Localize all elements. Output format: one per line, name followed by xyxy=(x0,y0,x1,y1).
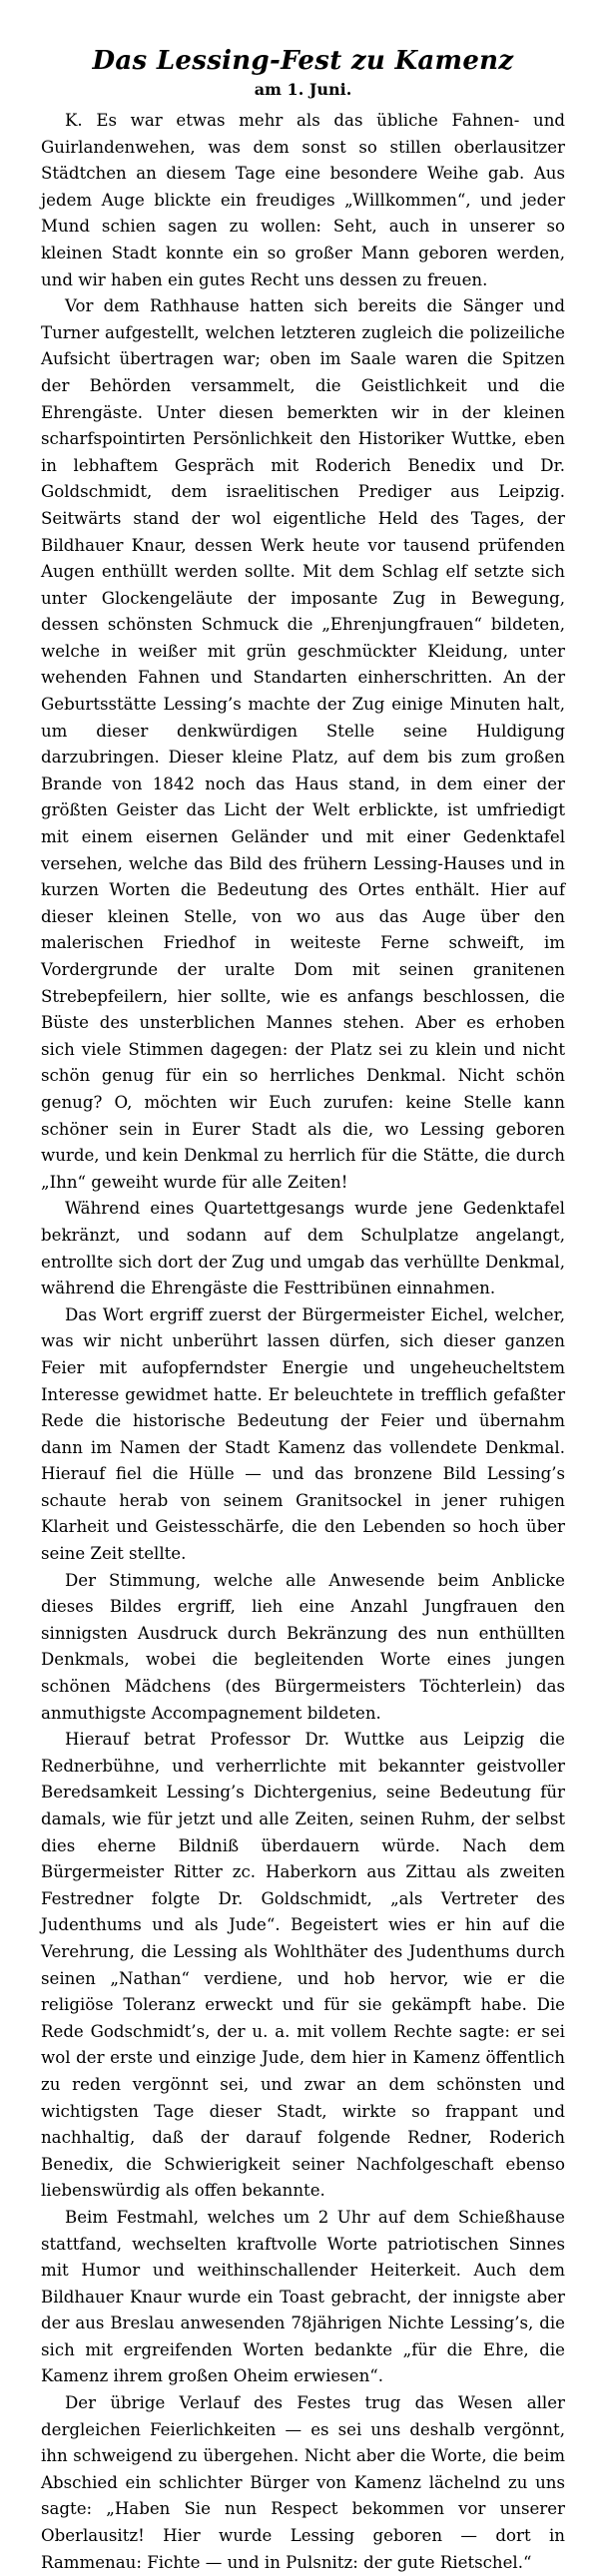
paragraph-quartet: Während eines Quartettgesangs wurde jene Gedenktafel bekränzt, und sodann auf dem Schulplatze angelangt, entrollte sich dort der Zug und umgab das verhüllte Denkmal, während die Ehrengäste die Festtribünen einnahmen. xyxy=(41,1199,565,1298)
article-date: am 1. Juni. xyxy=(254,80,352,99)
paragraph-maidens: Der Stimmung, welche alle Anwesende beim Anblicke dieses Bildes ergriff, lieh eine Anzahl Jungfrauen den sinnigsten Ausdruck durch Bekränzung des nun enthüllten Denkmals, wobei die begleitenden Worte eines jungen schönen Mädchens (des Bürgermeisters Töchterlein) das anmuthigste Accompagnement bildeten. xyxy=(41,1570,565,1723)
paragraph-banquet: Beim Festmahl, welches um 2 Uhr auf dem Schießhause stattfand, wechselten kraftvolle Worte patriotischen Sinnes mit Humor und weithinschallender Heiterkeit. Auch dem Bildhauer Knaur wurde ein Toast gebracht, der innigste aber der aus Breslau anwesenden 78jährigen Nichte Lessing’s, die sich mit ergreifenden Worten bedankte „für die Ehre, die Kamenz ihrem großen Oheim erwiesen“. xyxy=(41,2207,565,2386)
article-title: Das Lessing-Fest zu Kamenz xyxy=(92,46,514,76)
paragraph-speeches: Hierauf betrat Professor Dr. Wuttke aus Leipzig die Rednerbühne, und verherrlichte mit bekannter geistvoller Beredsamkeit Lessing’s Dichtergenius, seine Bedeutung für damals, wie für jetzt und alle Zeiten, seinen Ruhm, der selbst dies eherne Bildniß überdauern würde. Nach dem Bürgermeister Ritter zc. Haberkorn aus Zittau als zweiten Festredner folgte Dr. Goldschmidt, „als Vertreter des Judenthums und als Jude“. Begeistert wies er hin auf die Verehrung, die Lessing als Wohlthäter des Judenthums durch seinen „Nathan“ verdiene, und hob hervor, wie er die religiöse Toleranz erweckt und für sie gekämpft habe. Die Rede Godschmidt’s, der u. a. mit vollem Rechte sagte: er sei wol der erste und einzige Jude, dem hier in Kamenz öffentlich zu reden vergönnt sei, und zwar an dem schönsten und wichtigsten Tage dieser Stadt, wirkte so frappant und nachhaltig, daß der darauf folgende Redner, Roderich Benedix, die Schwierigkeit seiner Nachfolgeschaft ebenso liebenswürdig als offen bekannte. xyxy=(41,1730,565,2201)
paragraph-mayor-speech: Das Wort ergriff zuerst der Bürgermeister Eichel, welcher, was wir nicht unberührt lassen dürfen, sich dieser ganzen Feier mit aufopferndster Energie und ungeheucheltstem Interesse gewidmet hatte. Er beleuchtete in trefflich gefaßter Rede die historische Bedeutung der Feier und übernahm dann im Namen der Stadt Kamenz das vollendete Denkmal. Hierauf fiel die Hülle — und das bronzene Bild Lessing’s schaute herab von seinem Granitsockel in jener ruhigen Klarheit und Geistesschärfe, die den Lebenden so hoch über seine Zeit stellte. xyxy=(41,1304,565,1564)
paragraph-intro: K. Es war etwas mehr als das übliche Fahnen- und Guirlandenwehen, was dem sonst so stillen oberlausitzer Städtchen an diesem Tage eine besondere Weihe gab. Aus jedem Auge blickte ein freudiges „Willkommen“, und jeder Mund schien sagen zu wollen: Seht, auch in unserer so kleinen Stadt konnte ein so großer Mann geboren werden, und wir haben ein gutes Recht uns dessen zu freuen. xyxy=(41,111,565,289)
paragraph-procession: Vor dem Rathhause hatten sich bereits die Sänger und Turner aufgestellt, welchen letzteren zugleich die polizeiliche Aufsicht übertragen war; oben im Saale waren die Spitzen der Behörden versammelt, die Geistlichkeit und die Ehrengäste. Unter diesen bemerkten wir in der kleinen scharfspointirten Persönlichkeit den Historiker Wuttke, eben in lebhaftem Gespräch mit Roderich Benedix und Dr. Goldschmidt, dem israelitischen Prediger aus Leipzig. Seitwärts stand der wol eigentliche Held des Tages, der Bildhauer Knaur, dessen Werk heute vor tausend prüfenden Augen enthüllt werden sollte. Mit dem Schlag elf setzte sich unter Glockengeläute der imposante Zug in Bewegung, dessen schönsten Schmuck die „Ehrenjungfrauen“ bildeten, welche in weißer mit grün geschmückter Kleidung, unter wehenden Fahnen und Standarten einherschritten. An der Geburtsstätte Lessing’s machte der Zug einige Minuten halt, um dieser denkwürdigen Stelle seine Huldigung darzubringen. Dieser kleine Platz, auf dem bis zum großen Brande von 1842 noch das Haus stand, in dem einer der größten Geister das Licht der Welt erblickte, ist umfriedigt mit einem eisernen Geländer und mit einer Gedenktafel versehen, welche das Bild des frühern Lessing-Hauses und in kurzen Worten die Bedeutung des Ortes enthält. Hier auf dieser kleinen Stelle, von wo aus das Auge über den malerischen Friedhof in weiteste Ferne schweift, im Vordergrunde der uralte Dom mit seinen granitenen Strebepfeilern, hier sollte, wie es anfangs beschlossen, die Büste des unsterblichen Mannes stehen. Aber es erhoben sich viele Stimmen dagegen: der Platz sei zu klein und nicht schön genug für ein so herrliches Denkmal. Nicht schön genug? O, möchten wir Euch zurufen: keine Stelle kann schöner sein in Eurer Stadt als die, wo Lessing geboren wurde, und kein Denkmal zu herrlich für die Stätte, die durch „Ihn“ geweiht wurde für alle Zeiten! xyxy=(41,296,565,1192)
article-body xyxy=(41,108,565,2576)
paragraph-closing: Der übrige Verlauf des Festes trug das Wesen aller dergleichen Feierlichkeiten — es sei uns deshalb vergönnt, ihn schweigend zu übergehen. Nicht aber die Worte, die beim Abschied ein schlichter Bürger von Kamenz lächelnd zu uns sagte: „Haben Sie nun Respect bekommen vor unserer Oberlausitz! Hier wurde Lessing geboren — dort in Rammenau: Fichte — und in Pulsnitz: der gute Rietschel.“ xyxy=(41,2393,565,2572)
